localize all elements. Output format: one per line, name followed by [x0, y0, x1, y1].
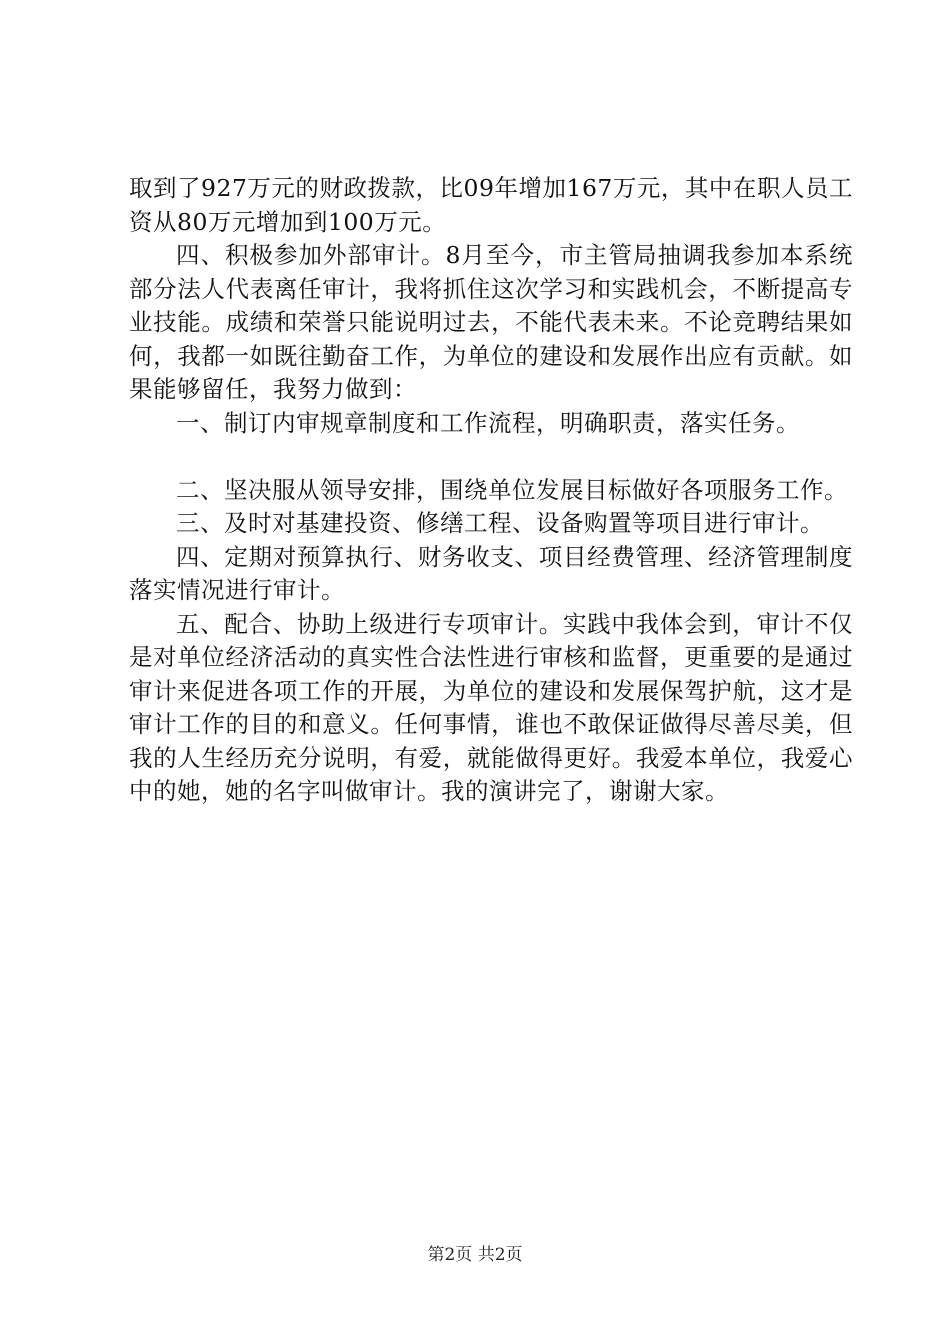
paragraph-item-4: 四、定期对预算执行、财务收支、项目经费管理、经济管理制度落实情况进行审计。	[129, 542, 853, 604]
paragraph-item-1: 一、制订内审规章制度和工作流程，明确职责，落实任务。	[176, 408, 800, 437]
paragraph-funding: 取到了927万元的财政拨款，比09年增加167万元，其中在职人员工资从80万元增加到100万元。	[129, 174, 853, 236]
page-number-footer: 第2页 共2页	[427, 1245, 523, 1265]
paragraph-item-2: 二、坚决服从领导安排，围绕单位发展目标做好各项服务工作。	[176, 475, 848, 504]
paragraph-external-audit: 四、积极参加外部审计。8月至今，市主管局抽调我参加本系统部分法人代表离任审计，我将抓住这次学习和实践机会，不断提高专业技能。成绩和荣誉只能说明过去，不能代表未来。不论竞聘结果如何，我都一如既往勤奋工作，为单位的建设和发展作出应有贡献。如果能够留任，我努力做到：	[129, 241, 853, 403]
body-text	[129, 172, 853, 809]
paragraph-item-5: 五、配合、协助上级进行专项审计。实践中我体会到，审计不仅是对单位经济活动的真实性合法性进行审核和监督，更重要的是通过审计来促进各项工作的开展，为单位的建设和发展保驾护航，这才是审计工作的目的和意义。任何事情，谁也不敢保证做得尽善尽美，但我的人生经历充分说明，有爱，就能做得更好。我爱本单位，我爱心中的她，她的名字叫做审计。我的演讲完了，谢谢大家。	[129, 609, 853, 805]
paragraph-item-3: 三、及时对基建投资、修缮工程、设备购置等项目进行审计。	[176, 509, 824, 537]
blank-line	[129, 440, 853, 474]
